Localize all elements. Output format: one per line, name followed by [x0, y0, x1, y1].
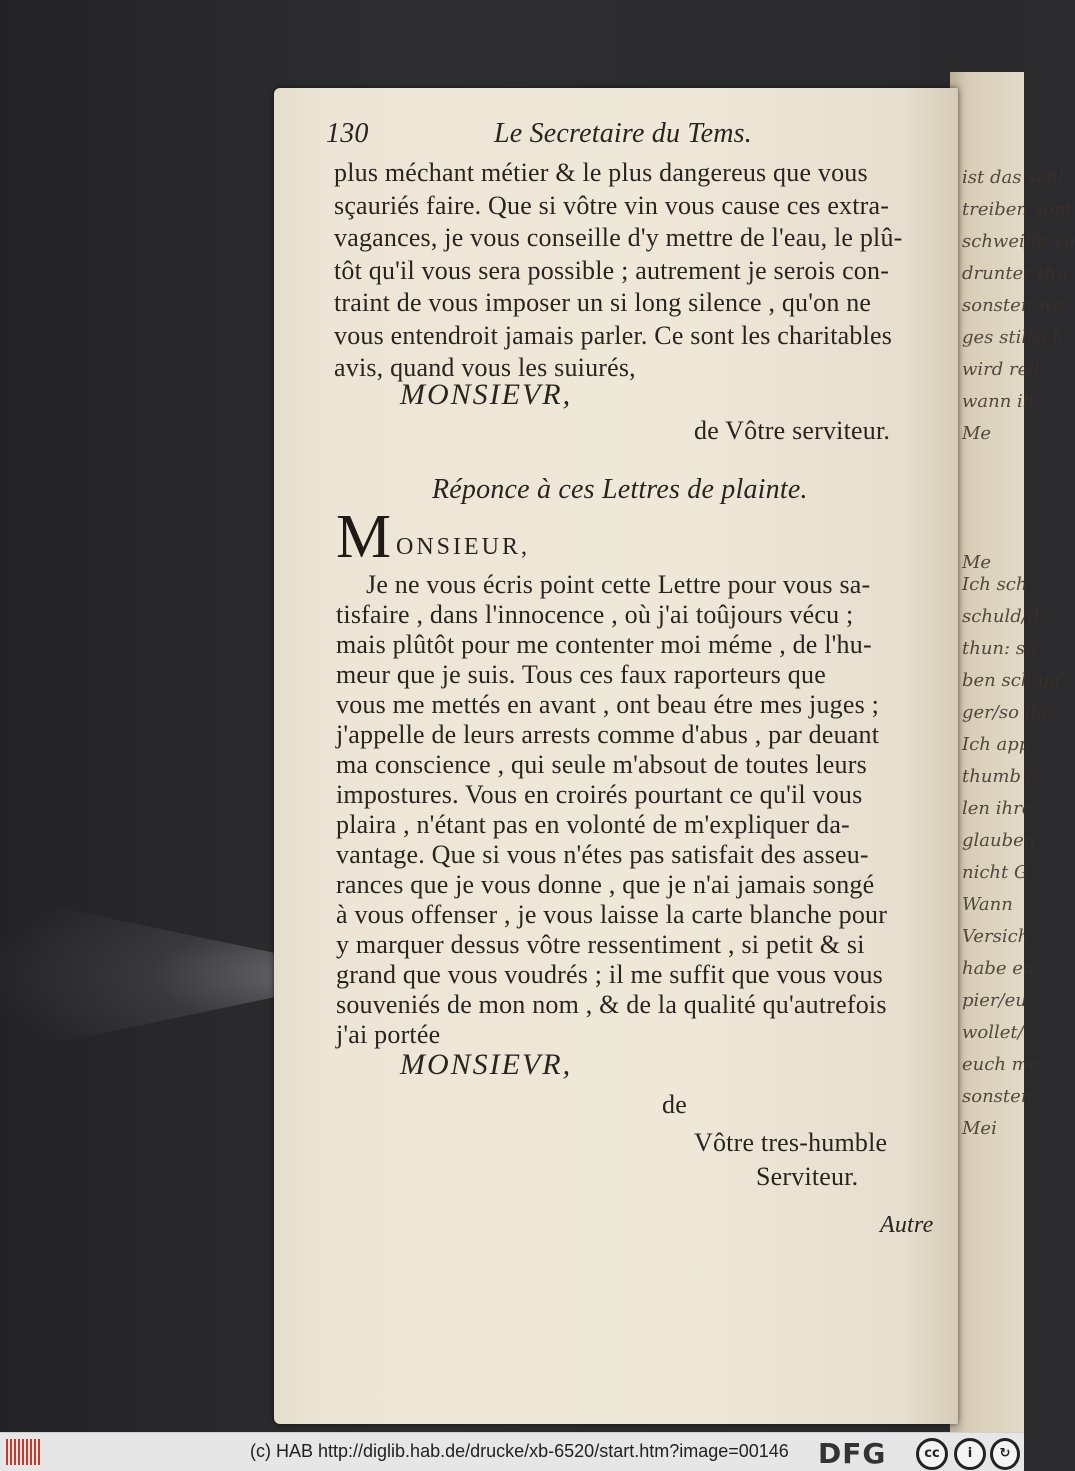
letter1-line: traint de vous imposer un si long silence , qu'on ne	[334, 288, 872, 317]
next-page-fragment: Ich sch	[962, 574, 1028, 595]
reply-line: j'appelle de leurs arrests comme d'abus , par deuant	[336, 720, 880, 749]
next-page-fragment: habe eu	[962, 958, 1035, 979]
next-page-fragment: schuld/d	[962, 606, 1040, 627]
next-page-fragment: euch me	[962, 1054, 1040, 1075]
next-page-fragment: wird red	[962, 359, 1040, 380]
by-attribution-icon[interactable]: i	[954, 1438, 986, 1470]
reply-line: mais plûtôt pour me contenter moi méme , de l'hu-	[336, 630, 872, 659]
letter1-line: plus méchant métier & le plus dangereus que vous	[334, 158, 868, 187]
next-page-fragment: wollet/	[962, 1022, 1024, 1043]
next-page-fragment: Me	[962, 423, 992, 444]
next-page-fragment: ist das schl	[962, 167, 1064, 188]
reply-line: tisfaire , dans l'innocence , où j'ai toûjours vécu ;	[336, 600, 854, 629]
next-page-fragment: glauben	[962, 830, 1036, 851]
next-page-fragment: ges stillsch	[962, 327, 1064, 348]
next-page-fragment: ben schöpf	[962, 670, 1062, 691]
next-page-fragment: wann ih	[962, 391, 1035, 412]
book-page	[274, 88, 958, 1424]
reply-line: impostures. Vous en croirés pourtant ce qu'il vous	[336, 780, 863, 809]
share-alike-icon[interactable]: ↻	[990, 1438, 1020, 1470]
reply-line: à vous offenser , je vous laisse la carte blanche pour	[336, 900, 888, 929]
reply-salutation: MONSIEVR,	[400, 1048, 573, 1081]
next-page-fragment: pier/eu	[962, 990, 1027, 1011]
next-page-fragment: thun: so	[962, 638, 1036, 659]
next-page-fragment: Versich	[962, 926, 1030, 947]
reply-line: ma conscience , qui seule m'absout de toutes leurs	[336, 750, 867, 779]
reply-opening: ONSIEUR,	[396, 534, 531, 560]
reply-line: meur que je suis. Tous ces faux raporteurs que	[336, 660, 826, 689]
reply-line: plaira , n'étant pas en volonté de m'expliquer da-	[336, 810, 850, 839]
reply-sign-line1: Vôtre tres-humble	[694, 1128, 888, 1157]
reply-line: vous me mettés en avant , ont beau étre mes juges ;	[336, 690, 880, 719]
dfg-logo: DFG	[818, 1437, 887, 1470]
letter1-salutation: MONSIEVR,	[400, 378, 573, 411]
next-page-fragment: Mei	[962, 1118, 997, 1139]
catchword: Autre	[880, 1212, 934, 1238]
reply-line: vantage. Que si vous n'étes pas satisfait des asseu-	[336, 840, 869, 869]
reply-heading: Réponce à ces Lettres de plainte.	[432, 474, 808, 505]
next-page-fragment: Ich app	[962, 734, 1031, 755]
next-page-fragment: thumb c	[962, 766, 1037, 787]
page-number: 130	[326, 118, 369, 149]
reply-sign-de: de	[662, 1090, 687, 1119]
reply-line: y marquer dessus vôtre ressentiment , si petit & si	[336, 930, 865, 959]
letter1-line: sçauriés faire. Que si vôtre vin vous cause ces extra-	[334, 190, 890, 220]
drop-capital: M	[336, 503, 392, 571]
cc-license-icon[interactable]: cc	[916, 1438, 948, 1470]
library-barcode-icon	[6, 1439, 46, 1465]
next-page-fragment: sonsten	[962, 1086, 1033, 1107]
letter1-line: vous entendroit jamais parler. Ce sont les charitables	[334, 320, 893, 350]
reply-line: grand que vous voudrés ; il me suffit que vous vous	[336, 960, 883, 989]
next-page-fragment: treiben sont	[962, 199, 1073, 220]
letter1-line: avis, quand vous les suiurés,	[334, 353, 636, 382]
footer-credit: (c) HAB http://diglib.hab.de/drucke/xb-6520/start.htm?image=00146	[250, 1441, 789, 1461]
footer-bar	[0, 1432, 1024, 1471]
next-page-edge	[950, 72, 1075, 1432]
letter1-line: vagances, je vous conseille d'y mettre de l'eau, le plû-	[334, 223, 903, 252]
next-page-fragment: len ihre	[962, 798, 1033, 819]
reply-line: j'ai portée	[336, 1020, 441, 1049]
next-page-fragment: nicht G	[962, 862, 1029, 883]
next-page-fragment: Me	[962, 552, 992, 573]
letter1-line: tôt qu'il vous sera possible ; autrement je serois con-	[334, 255, 890, 285]
letter1-signature: de Vôtre serviteur.	[694, 416, 891, 445]
next-page-fragment: schweiffe vo	[962, 231, 1075, 252]
reply-line: Je ne vous écris point cette Lettre pour vous sa-	[366, 570, 871, 599]
reply-line: rances que je vous donne , que je n'ai jamais songé	[336, 870, 875, 899]
next-page-fragment: drunter thu	[962, 263, 1068, 284]
next-page-fragment: ger/so ihr	[962, 702, 1051, 723]
next-page-fragment: Wann	[962, 894, 1013, 915]
running-title: Le Secretaire du Tems.	[494, 118, 752, 149]
reply-line: souveniés de mon nom , & de la qualité qu'autrefois	[336, 990, 887, 1019]
next-page-fragment: sonsten we	[962, 295, 1065, 316]
reply-sign-line2: Serviteur.	[756, 1162, 859, 1191]
